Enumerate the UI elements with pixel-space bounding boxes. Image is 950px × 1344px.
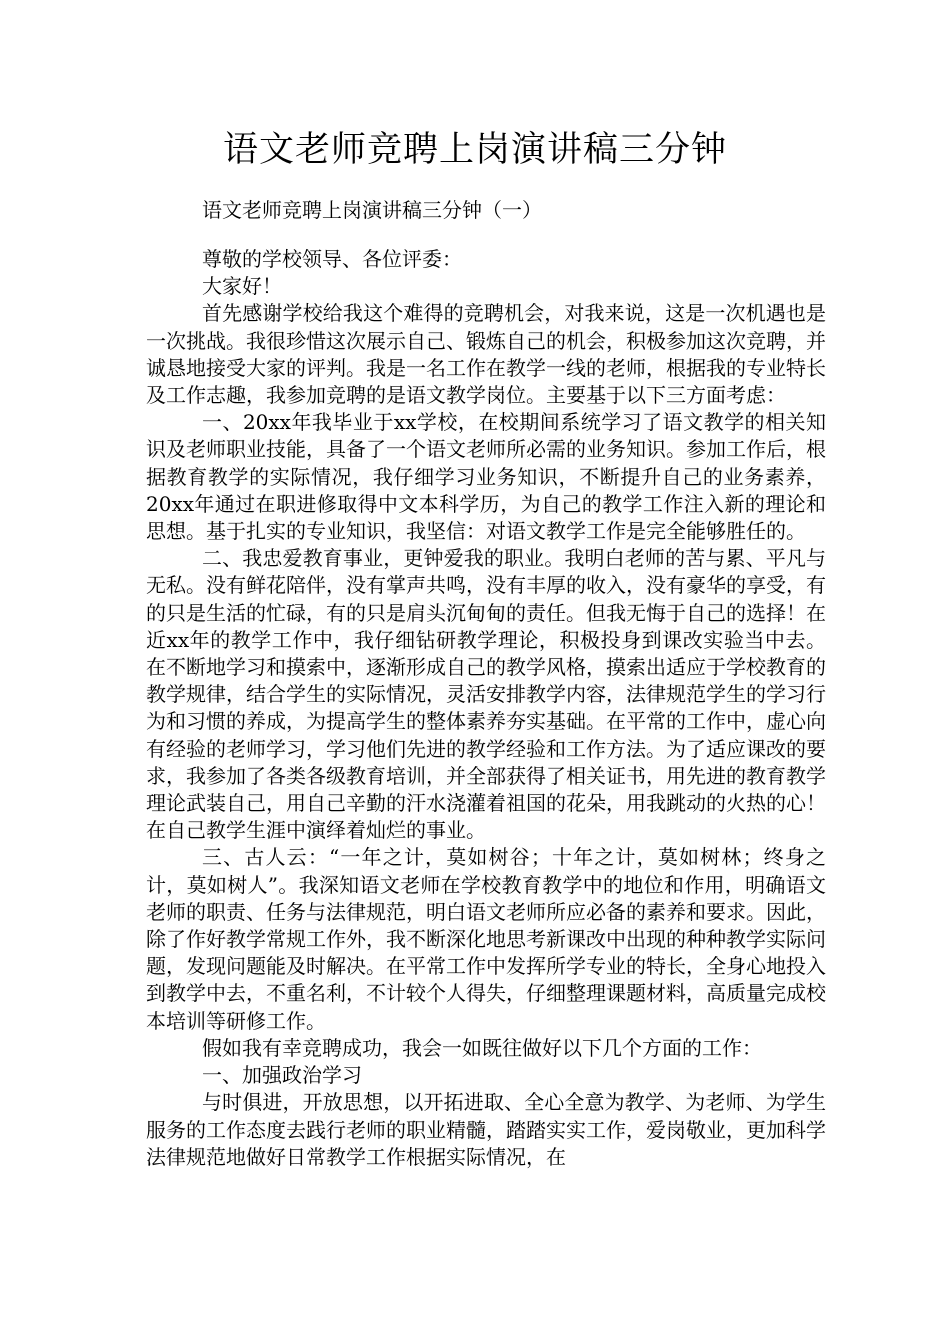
- paragraph-point-one: 一、20xx年我毕业于xx学校，在校期间系统学习了语文教学的相关知识及老师职业技能，具备了一个语文老师所必需的业务知识。参加工作后，根据教育教学的实际情况，我仔细学习业务知识，不断提升自己的业务素养，20xx年通过在职进修取得中文本科学历，为自己的教学工作注入新的理论和思想。基于扎实的专业知识，我坚信：对语文教学工作是完全能够胜任的。: [146, 410, 826, 544]
- paragraph-intro: 首先感谢学校给我这个难得的竞聘机会，对我来说，这是一次机遇也是一次挑战。我很珍惜这次展示自己、锻炼自己的机会，积极参加这次竞聘，并诚恳地接受大家的评判。我是一名工作在教学一线的老师，根据我的专业特长及工作志趣，我参加竞聘的是语文教学岗位。主要基于以下三方面考虑：: [146, 301, 826, 408]
- paragraph-plan-intro: 假如我有幸竞聘成功，我会一如既往做好以下几个方面的工作：: [202, 1035, 762, 1060]
- document-title: 语文老师竞聘上岗演讲稿三分钟: [222, 130, 727, 170]
- paragraph-point-two: 二、我忠爱教育事业，更钟爱我的职业。我明白老师的苦与累、平凡与无私。没有鲜花陪伴，没有掌声共鸣，没有丰厚的收入，没有豪华的享受，有的只是生活的忙碌，有的只是肩头沉甸甸的责任。但我无悔于自己的选择！在近xx年的教学工作中，我仔细钻研教学理论，积极投身到课改实验当中去。在不断地学习和摸索中，逐渐形成自己的教学风格，摸索出适应于学校教育的教学规律，结合学生的实际情况，灵活安排教学内容，法律规范学生的学习行为和习惯的养成，为提高学生的整体素养夯实基础。在平常的工作中，虚心向有经验的老师学习，学习他们先进的教学经验和工作方法。为了适应课改的要求，我参加了各类各级教育培训，并全部获得了相关证书，用先进的教育教学理论武装自己，用自己辛勤的汗水浇灌着祖国的花朵，用我跳动的火热的心！在自己教学生涯中演绎着灿烂的事业。: [146, 546, 826, 843]
- paragraph-plan-heading: 一、加强政治学习: [202, 1063, 362, 1088]
- paragraph-salutation: 尊敬的学校领导、各位评委：: [202, 247, 462, 271]
- paragraph-point-three: 三、古人云：“一年之计，莫如树谷；十年之计，莫如树林；终身之计，莫如树人”。我深知语文老师在学校教育教学中的地位和作用，明确语文老师的职责、任务与法律规范，明白语文老师所应必备的素养和要求。因此，除了作好教学常规工作外，我不断深化地思考新课改中出现的种种教学实际问题，发现问题能及时解决。在平常工作中发挥所学专业的特长，全身心地投入到教学中去，不重名利，不计较个人得失，仔细整理课题材料，高质量完成校本培训等研修工作。: [146, 845, 826, 1033]
- paragraph-plan-body: 与时俱进，开放思想，以开拓进取、全心全意为教学、为老师、为学生服务的工作态度去践行老师的职业精髓，踏踏实实工作，爱岗敬业，更加科学法律规范地做好日常教学工作根据实际情况，在: [146, 1090, 826, 1169]
- document-subtitle: 语文老师竞聘上岗演讲稿三分钟（一）: [202, 198, 542, 222]
- paragraph-greeting: 大家好！: [202, 274, 282, 299]
- document-body: [146, 246, 826, 1171]
